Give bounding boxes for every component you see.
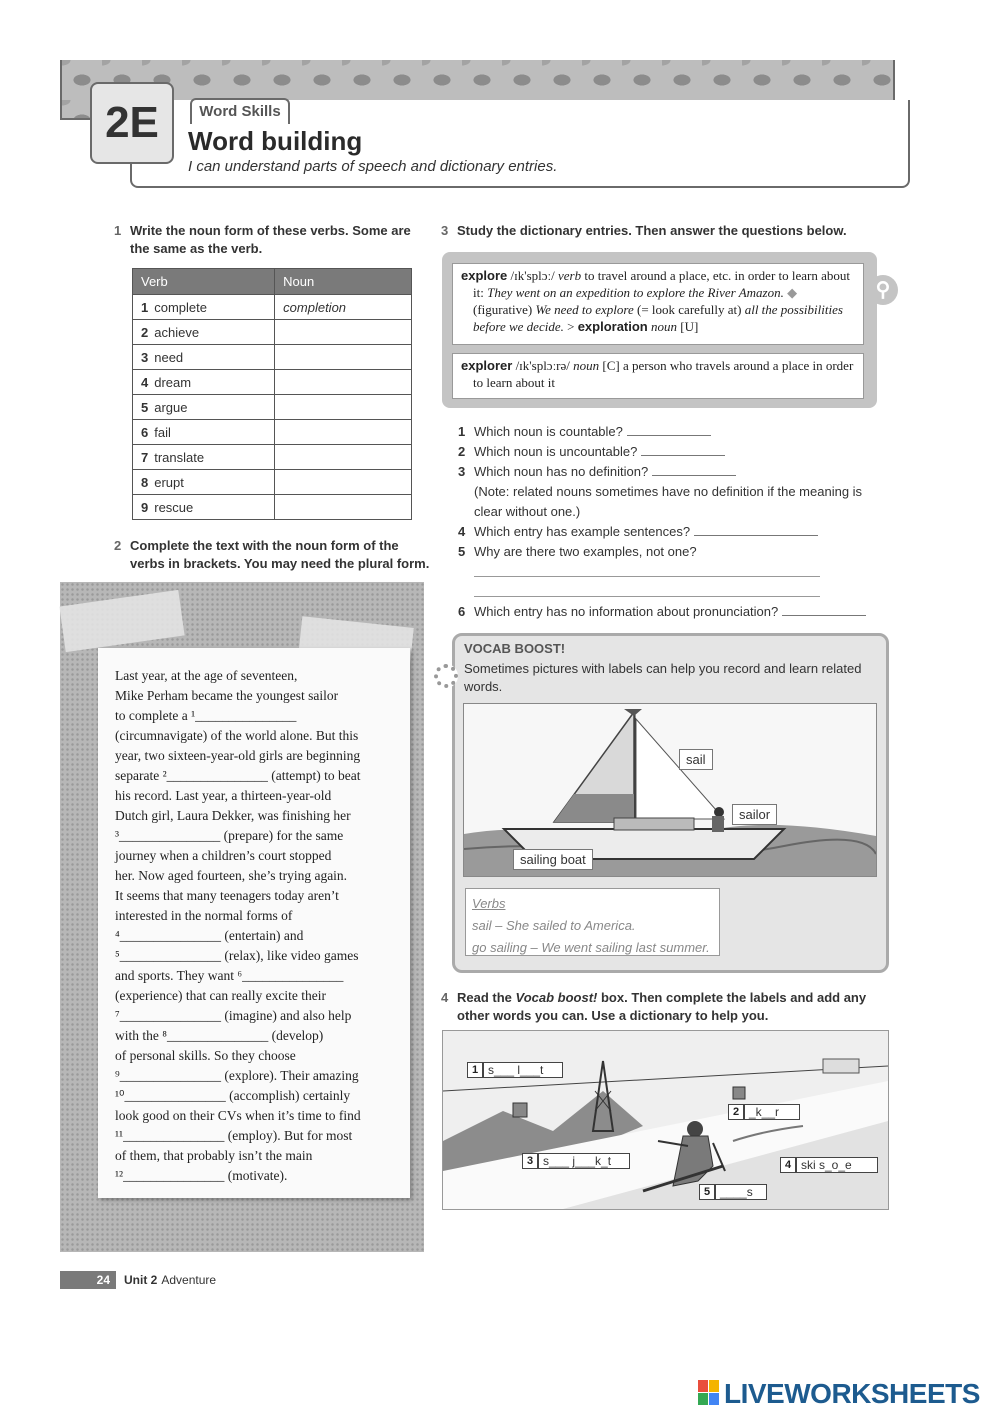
ski-label-5: 5 ____s [699,1184,767,1200]
label-sailing-boat: sailing boat [513,849,593,870]
story-line: Dutch girl, Laura Dekker, was finishing her [115,808,351,823]
story-line: ⁹_______________ (explore). Their amazing [115,1068,359,1083]
noun-answer-cell[interactable] [275,470,412,495]
table-row [133,470,412,495]
story-line: of them, that probably isn’t the main [115,1148,313,1163]
exercise1-instruction: 1 Write the noun form of these verbs. Some are the same as the verb. [114,223,411,256]
story-line: her. Now aged fourteen, she’s trying again. [115,868,348,883]
table-row [133,345,412,370]
story-line: to complete a ¹_______________ [115,708,297,723]
table-row [133,370,412,395]
skiing-picture [442,1030,889,1210]
question-1: 1 Which noun is countable? [458,422,711,442]
verb-cell: 5 argue [133,395,275,420]
story-line: with the ⁸_______________ (develop) [115,1028,324,1043]
story-line: year, two sixteen-year-old girls are beginning [115,748,361,763]
answer-blank[interactable] [694,524,818,536]
story-line: his record. Last year, a thirteen-year-old [115,788,332,803]
page-subtitle: I can understand parts of speech and dictionary entries. [188,158,558,175]
noun-answer-cell[interactable] [275,345,412,370]
answer-blank[interactable] [627,424,711,436]
story-line: ⁵_______________ (relax), like video games [115,948,359,963]
answer-blank[interactable] [641,444,725,456]
answer-blank[interactable] [782,604,866,616]
verb-cell: 2 achieve [133,320,275,345]
answer-line[interactable] [474,576,820,577]
exercise2-instruction: 2 Complete the text with the noun form of the verbs in brackets. You may need the plural form. [114,538,430,571]
story-line: of personal skills. So they choose [115,1048,296,1063]
magnifier-icon: ⚲ [868,275,898,305]
vocab-boost-title: VOCAB BOOST! [464,641,566,656]
verb-cell: 4 dream [133,370,275,395]
story-line: separate ²_______________ (attempt) to beat [115,768,361,783]
question-3-note: (Note: related nouns sometimes have no definition if the meaning is clear without one.) [474,484,863,519]
verb-cell: 6 fail [133,420,275,445]
story-line: (experience) that can really excite their [115,988,326,1003]
table-row [133,495,412,520]
table-row [133,420,412,445]
page-title: Word building [188,126,363,156]
verb-cell: 3 need [133,345,275,370]
liveworksheets-logo-icon [698,1380,720,1406]
exercise-number: 4 [441,990,449,1005]
exercise-number: 1 [114,223,122,238]
story-line: and sports. They want ⁶_______________ [115,968,344,983]
verbs-note: Verbs sail – She sailed to America. go sailing – We went sailing last summer. [465,888,720,956]
noun-answer-cell[interactable] [275,445,412,470]
story-line: ¹²_______________ (motivate). [115,1168,288,1183]
answer-line[interactable] [474,596,820,597]
col-header-verb: Verb [133,269,275,295]
ski-label-3: 3 s___ j___k_t [522,1153,630,1169]
ski-label-1: 1 s___ l___t [467,1062,563,1078]
noun-answer-cell[interactable] [275,420,412,445]
dictionary-entry-explore: explore /ɪk'splɔː/ verb to travel around a place, etc. in order to learn about it: They went on an expedition to explore the River Amazon. ◆ (figurative) We need to explore (= look carefully at) all the possibilities before we decide. > exploration noun [U] [452,263,864,345]
gear-icon [434,664,458,688]
verb-cell: 1 complete [133,295,275,320]
story-line: ¹⁰_______________ (accomplish) certainly [115,1088,351,1103]
section-tab: Word Skills [190,98,290,124]
story-text [115,666,405,1186]
dictionary-entry-explorer: explorer /ɪk'splɔːrə/ noun [C] a person who travels around a place in order to learn about it [452,353,864,399]
label-sailor: sailor [732,804,777,825]
story-line: Last year, at the age of seventeen, [115,668,298,683]
question-6: 6 Which entry has no information about pronunciation? [458,602,866,622]
exercise4-instruction: 4 Read the Vocab boost! box. Then complete the labels and add any other words you can. Use a dictionary to help you. [441,990,867,1023]
noun-answer-cell[interactable] [275,370,412,395]
noun-answer-cell[interactable] [275,495,412,520]
story-line: interested in the normal forms of [115,908,293,923]
noun-answer-cell[interactable] [275,320,412,345]
ski-label-2: 2 _k__r [728,1104,800,1120]
question-2: 2 Which noun is uncountable? [458,442,725,462]
liveworksheets-watermark: LIVEWORKSHEETS [724,1378,980,1409]
story-line: ³_______________ (prepare) for the same [115,828,344,843]
footer-unit: Unit 2 Adventure [124,1273,217,1287]
table-row [133,395,412,420]
verb-cell: 9 rescue [133,495,275,520]
verb-noun-table [132,268,412,520]
story-line: ⁷_______________ (imagine) and also help [115,1008,352,1023]
story-line: journey when a children’s court stopped [115,848,332,863]
exercise-number: 2 [114,538,122,553]
story-line: ⁴_______________ (entertain) and [115,928,304,943]
story-line: (circumnavigate) of the world alone. But this [115,728,359,743]
table-row [133,295,412,320]
story-line: ¹¹_______________ (employ). But for most [115,1128,353,1143]
verb-cell: 8 erupt [133,470,275,495]
noun-answer-cell[interactable] [275,395,412,420]
verb-cell: 7 translate [133,445,275,470]
ski-label-4: 4 ski s_o_e [780,1157,878,1173]
vocab-boost-text: Sometimes pictures with labels can help you record and learn related words. [464,661,862,694]
noun-answer-cell[interactable]: completion [275,295,412,320]
question-4: 4 Which entry has example sentences? [458,522,818,542]
page-number: 24 [60,1271,116,1289]
table-row [133,445,412,470]
question-5: 5 Why are there two examples, not one? [458,544,697,559]
question-3: 3 Which noun has no definition? [458,462,736,482]
unit-code: 2E [90,82,174,164]
story-line: It seems that many teenagers today aren’t [115,888,339,903]
answer-blank[interactable] [652,464,736,476]
story-line: look good on their CVs when it’s time to find [115,1108,361,1123]
col-header-noun: Noun [275,269,412,295]
exercise-number: 3 [441,223,449,238]
label-sail: sail [679,749,713,770]
skiing-illustration [443,1031,888,1209]
exercise3-instruction: 3 Study the dictionary entries. Then answer the questions below. [441,223,847,238]
story-line: Mike Perham became the youngest sailor [115,688,339,703]
table-row [133,320,412,345]
